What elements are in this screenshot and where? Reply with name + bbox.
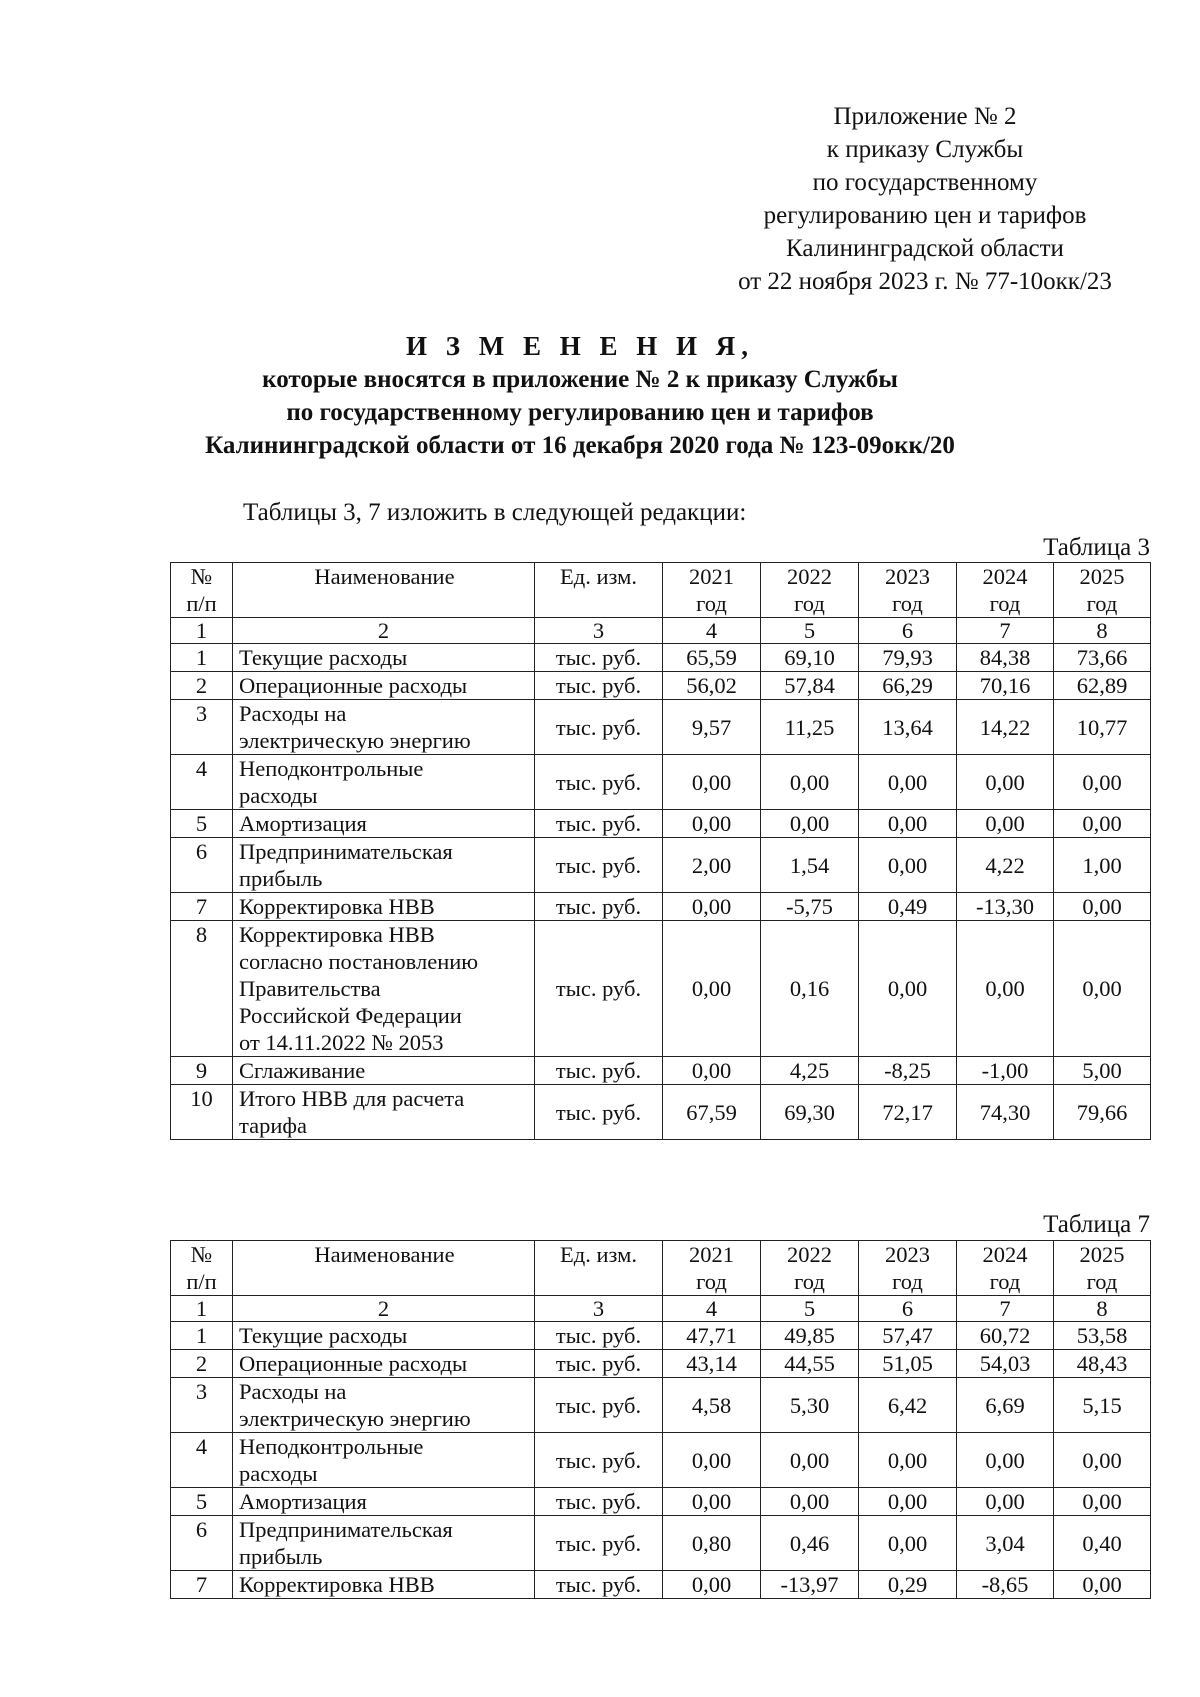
header-unit: Ед. изм. (535, 563, 663, 618)
row-value: 0,00 (1054, 893, 1151, 921)
row-value: 13,64 (859, 700, 957, 755)
table3-caption: Таблица 3 (1043, 534, 1150, 561)
table-row (171, 893, 1151, 921)
row-value: 0,00 (957, 810, 1054, 838)
header-year-cell (957, 563, 1054, 618)
header-year-cell (859, 563, 957, 618)
row-value: 60,72 (957, 1322, 1054, 1350)
row-value: 0,00 (663, 810, 761, 838)
row-value: 0,40 (1054, 1516, 1151, 1571)
table-row (171, 1057, 1151, 1085)
row-number: 5 (171, 810, 233, 838)
row-value: -13,97 (761, 1571, 859, 1599)
row-unit: тыс. руб. (535, 755, 663, 810)
row-value: 10,77 (1054, 700, 1151, 755)
table-7 (170, 1240, 1151, 1599)
row-name (233, 810, 535, 838)
header-year: 2021 (689, 1242, 734, 1267)
row-name-line: Предпринимательская (239, 1517, 453, 1542)
header-year-cell (761, 563, 859, 618)
row-value: 0,46 (761, 1516, 859, 1571)
row-value: 48,43 (1054, 1350, 1151, 1378)
row-name-line: Предпринимательская (239, 839, 453, 864)
row-value: 69,10 (761, 644, 859, 672)
row-name-line: Операционные расходы (239, 673, 468, 698)
row-value: 62,89 (1054, 672, 1151, 700)
row-unit: тыс. руб. (535, 1350, 663, 1378)
column-number: 3 (535, 1296, 663, 1322)
header-num-top: № (190, 564, 213, 589)
row-value: 72,17 (859, 1085, 957, 1140)
row-value: 84,38 (957, 644, 1054, 672)
header-name: Наименование (233, 563, 535, 618)
row-value: 9,57 (663, 700, 761, 755)
row-value: 43,14 (663, 1350, 761, 1378)
row-name (233, 1516, 535, 1571)
row-name (233, 672, 535, 700)
row-value: 0,00 (1054, 1571, 1151, 1599)
row-name-line: Корректировка НВВ (239, 894, 435, 919)
row-number: 8 (171, 921, 233, 1057)
row-value: 0,00 (957, 1433, 1054, 1488)
row-name-line: Сглаживание (239, 1058, 366, 1083)
column-number: 6 (859, 1296, 957, 1322)
header-name: Наименование (233, 1241, 535, 1296)
header-year-cell (859, 1241, 957, 1296)
column-number: 8 (1054, 618, 1151, 644)
header-year-cell (663, 1241, 761, 1296)
table-3 (170, 562, 1151, 1140)
row-number: 4 (171, 1433, 233, 1488)
header-row (171, 1241, 1151, 1296)
row-unit: тыс. руб. (535, 1571, 663, 1599)
header-year: 2022 (787, 564, 832, 589)
row-unit: тыс. руб. (535, 1433, 663, 1488)
row-unit: тыс. руб. (535, 1085, 663, 1140)
header-year-word: год (794, 1269, 825, 1294)
row-value: 2,00 (663, 838, 761, 893)
header-num-bottom: п/п (186, 1269, 217, 1294)
table-row (171, 838, 1151, 893)
header-year-cell (761, 1241, 859, 1296)
table-row (171, 810, 1151, 838)
row-value: 4,22 (957, 838, 1054, 893)
row-name-line: Расходы на (239, 701, 347, 726)
row-name (233, 1322, 535, 1350)
row-name (233, 893, 535, 921)
header-year-word: год (892, 1269, 923, 1294)
row-value: 79,93 (859, 644, 957, 672)
row-value: 6,69 (957, 1378, 1054, 1433)
header-year: 2021 (689, 564, 734, 589)
row-unit: тыс. руб. (535, 644, 663, 672)
column-number: 8 (1054, 1296, 1151, 1322)
row-name-line: Амортизация (239, 1489, 367, 1514)
header-year: 2025 (1079, 1242, 1125, 1267)
row-value: 0,00 (859, 810, 957, 838)
row-value: 5,15 (1054, 1378, 1151, 1433)
row-name (233, 921, 535, 1057)
row-name-line: Расходы на (239, 1379, 347, 1404)
row-name-line: согласно постановлению (239, 949, 479, 974)
row-value: 0,00 (663, 1488, 761, 1516)
row-value: 0,00 (761, 755, 859, 810)
column-number-row (171, 618, 1151, 644)
row-name-line: расходы (239, 783, 318, 808)
row-name-line: прибыль (239, 866, 323, 891)
table-row (171, 644, 1151, 672)
header-unit: Ед. изм. (535, 1241, 663, 1296)
row-value: 0,16 (761, 921, 859, 1057)
row-value: 47,71 (663, 1322, 761, 1350)
header-year-word: год (989, 591, 1021, 616)
row-value: 4,25 (761, 1057, 859, 1085)
row-value: 14,22 (957, 700, 1054, 755)
row-number: 1 (171, 1322, 233, 1350)
column-number: 2 (233, 1296, 535, 1322)
row-value: 69,30 (761, 1085, 859, 1140)
row-value: 66,29 (859, 672, 957, 700)
appendix-line: Калининградской области (786, 235, 1064, 262)
row-name-line: Российской Федерации (239, 1003, 462, 1028)
column-number: 6 (859, 618, 957, 644)
row-name-line: Текущие расходы (239, 645, 408, 670)
table-row (171, 1571, 1151, 1599)
column-number: 7 (957, 1296, 1054, 1322)
table-row (171, 1350, 1151, 1378)
row-value: 0,00 (663, 921, 761, 1057)
row-value: 4,58 (663, 1378, 761, 1433)
row-number: 5 (171, 1488, 233, 1516)
row-value: 54,03 (957, 1350, 1054, 1378)
row-value: 0,00 (957, 921, 1054, 1057)
header-row (171, 563, 1151, 618)
row-value: 0,00 (761, 1433, 859, 1488)
row-value: 0,00 (1054, 755, 1151, 810)
table-row (171, 755, 1151, 810)
row-value: -5,75 (761, 893, 859, 921)
row-value: 0,00 (1054, 921, 1151, 1057)
row-value: 3,04 (957, 1516, 1054, 1571)
row-value: 0,00 (957, 1488, 1054, 1516)
heading-line: Калининградской области от 16 декабря 2020 года № 123-09окк/20 (205, 432, 955, 459)
row-name-line: Операционные расходы (239, 1351, 468, 1376)
row-value: 49,85 (761, 1322, 859, 1350)
row-name-line: от 14.11.2022 № 2053 (239, 1030, 444, 1055)
row-value: -8,65 (957, 1571, 1054, 1599)
appendix-line: к приказу Службы (826, 136, 1024, 163)
column-number: 1 (171, 618, 233, 644)
row-value: 0,00 (663, 755, 761, 810)
column-number: 2 (233, 618, 535, 644)
appendix-line: регулированию цен и тарифов (763, 202, 1087, 229)
row-unit: тыс. руб. (535, 893, 663, 921)
appendix-line: по государственному (812, 169, 1038, 196)
row-value: 0,00 (859, 1433, 957, 1488)
column-number: 1 (171, 1296, 233, 1322)
row-name (233, 1057, 535, 1085)
row-unit: тыс. руб. (535, 1057, 663, 1085)
table-row (171, 700, 1151, 755)
intro-text: Таблицы 3, 7 изложить в следующей редакции: (243, 499, 747, 526)
table-row (171, 1085, 1151, 1140)
row-unit: тыс. руб. (535, 1516, 663, 1571)
table-row (171, 921, 1151, 1057)
row-unit: тыс. руб. (535, 700, 663, 755)
row-name (233, 1433, 535, 1488)
header-year-cell (663, 563, 761, 618)
table-row (171, 672, 1151, 700)
header-year: 2025 (1079, 564, 1125, 589)
row-number: 7 (171, 893, 233, 921)
row-name-line: Текущие расходы (239, 1323, 408, 1348)
table7-caption: Таблица 7 (1043, 1211, 1150, 1238)
row-name (233, 1350, 535, 1378)
column-number: 7 (957, 618, 1054, 644)
header-year-cell (1054, 563, 1151, 618)
row-name (233, 838, 535, 893)
row-unit: тыс. руб. (535, 672, 663, 700)
header-num-bottom: п/п (186, 591, 217, 616)
row-value: 5,00 (1054, 1057, 1151, 1085)
row-unit: тыс. руб. (535, 838, 663, 893)
header-year: 2023 (885, 1242, 930, 1267)
row-unit: тыс. руб. (535, 810, 663, 838)
row-name-line: электрическую энергию (239, 1406, 471, 1431)
header-year-cell (957, 1241, 1054, 1296)
row-value: 1,00 (1054, 838, 1151, 893)
document-title: И З М Е Н Е Н И Я, (405, 331, 754, 361)
row-value: 0,00 (859, 921, 957, 1057)
row-number: 6 (171, 838, 233, 893)
row-value: 65,59 (663, 644, 761, 672)
header-year: 2024 (982, 1242, 1028, 1267)
row-value: 0,00 (663, 1057, 761, 1085)
row-value: 44,55 (761, 1350, 859, 1378)
column-number: 3 (535, 618, 663, 644)
row-number: 9 (171, 1057, 233, 1085)
row-name (233, 1488, 535, 1516)
row-value: 51,05 (859, 1350, 957, 1378)
row-value: 0,29 (859, 1571, 957, 1599)
row-value: 0,00 (1054, 1488, 1151, 1516)
row-value: 0,00 (1054, 1433, 1151, 1488)
table-row (171, 1322, 1151, 1350)
row-value: -13,30 (957, 893, 1054, 921)
row-value: 0,00 (859, 1516, 957, 1571)
row-name (233, 644, 535, 672)
header-year-word: год (892, 591, 923, 616)
column-number: 4 (663, 1296, 761, 1322)
table-row (171, 1516, 1151, 1571)
row-name (233, 1571, 535, 1599)
column-number: 5 (761, 1296, 859, 1322)
row-number: 4 (171, 755, 233, 810)
row-value: -1,00 (957, 1057, 1054, 1085)
column-number: 4 (663, 618, 761, 644)
row-value: 73,66 (1054, 644, 1151, 672)
row-unit: тыс. руб. (535, 1488, 663, 1516)
header-year-cell (1054, 1241, 1151, 1296)
row-value: 0,00 (957, 755, 1054, 810)
row-value: 0,80 (663, 1516, 761, 1571)
row-name-line: Неподконтрольные (239, 1434, 424, 1459)
header-year-word: год (696, 591, 727, 616)
row-name-line: расходы (239, 1461, 318, 1486)
row-name (233, 700, 535, 755)
row-value: 53,58 (1054, 1322, 1151, 1350)
row-value: 0,00 (663, 893, 761, 921)
row-value: -8,25 (859, 1057, 957, 1085)
table-row (171, 1378, 1151, 1433)
appendix-line: от 22 ноября 2023 г. № 77-10окк/23 (738, 268, 1112, 295)
row-value: 0,49 (859, 893, 957, 921)
header-year-word: год (989, 1269, 1021, 1294)
row-value: 0,00 (663, 1433, 761, 1488)
row-value: 56,02 (663, 672, 761, 700)
row-unit: тыс. руб. (535, 1322, 663, 1350)
row-value: 0,00 (859, 755, 957, 810)
row-number: 6 (171, 1516, 233, 1571)
appendix-block (700, 100, 1150, 298)
header-num-cell (171, 1241, 233, 1296)
row-value: 0,00 (859, 838, 957, 893)
row-value: 0,00 (1054, 810, 1151, 838)
header-year: 2024 (982, 564, 1028, 589)
table-row (171, 1488, 1151, 1516)
row-name-line: Корректировка НВВ (239, 922, 435, 947)
row-value: 0,00 (761, 1488, 859, 1516)
header-year-word: год (794, 591, 825, 616)
row-name-line: тарифа (239, 1113, 307, 1138)
row-unit: тыс. руб. (535, 921, 663, 1057)
row-unit: тыс. руб. (535, 1378, 663, 1433)
appendix-line: Приложение № 2 (833, 103, 1017, 130)
heading-line: которые вносятся в приложение № 2 к приказу Службы (262, 366, 898, 393)
column-number: 5 (761, 618, 859, 644)
row-name-line: прибыль (239, 1544, 323, 1569)
row-name (233, 1085, 535, 1140)
row-name (233, 755, 535, 810)
row-value: 5,30 (761, 1378, 859, 1433)
header-year-word: год (1086, 591, 1118, 616)
table-row (171, 1433, 1151, 1488)
row-number: 3 (171, 1378, 233, 1433)
row-number: 7 (171, 1571, 233, 1599)
row-value: 0,00 (761, 810, 859, 838)
row-name-line: электрическую энергию (239, 728, 471, 753)
row-value: 1,54 (761, 838, 859, 893)
row-name-line: Корректировка НВВ (239, 1572, 435, 1597)
row-number: 2 (171, 1350, 233, 1378)
row-number: 1 (171, 644, 233, 672)
row-value: 6,42 (859, 1378, 957, 1433)
row-number: 3 (171, 700, 233, 755)
row-value: 70,16 (957, 672, 1054, 700)
row-value: 11,25 (761, 700, 859, 755)
row-value: 57,84 (761, 672, 859, 700)
row-name-line: Правительства (239, 976, 381, 1001)
row-number: 2 (171, 672, 233, 700)
row-value: 0,00 (859, 1488, 957, 1516)
row-name-line: Неподконтрольные (239, 756, 424, 781)
row-name (233, 1378, 535, 1433)
document-heading (160, 330, 1000, 462)
header-num-cell (171, 563, 233, 618)
row-name-line: Итого НВВ для расчета (239, 1086, 465, 1111)
row-name-line: Амортизация (239, 811, 367, 836)
header-year: 2022 (787, 1242, 832, 1267)
heading-line: по государственному регулированию цен и тарифов (286, 399, 874, 426)
row-number: 10 (171, 1085, 233, 1140)
row-value: 0,00 (663, 1571, 761, 1599)
header-num-top: № (190, 1242, 213, 1267)
header-year-word: год (1086, 1269, 1118, 1294)
row-value: 74,30 (957, 1085, 1054, 1140)
column-number-row (171, 1296, 1151, 1322)
header-year: 2023 (885, 564, 930, 589)
row-value: 67,59 (663, 1085, 761, 1140)
header-year-word: год (696, 1269, 727, 1294)
row-value: 57,47 (859, 1322, 957, 1350)
row-value: 79,66 (1054, 1085, 1151, 1140)
